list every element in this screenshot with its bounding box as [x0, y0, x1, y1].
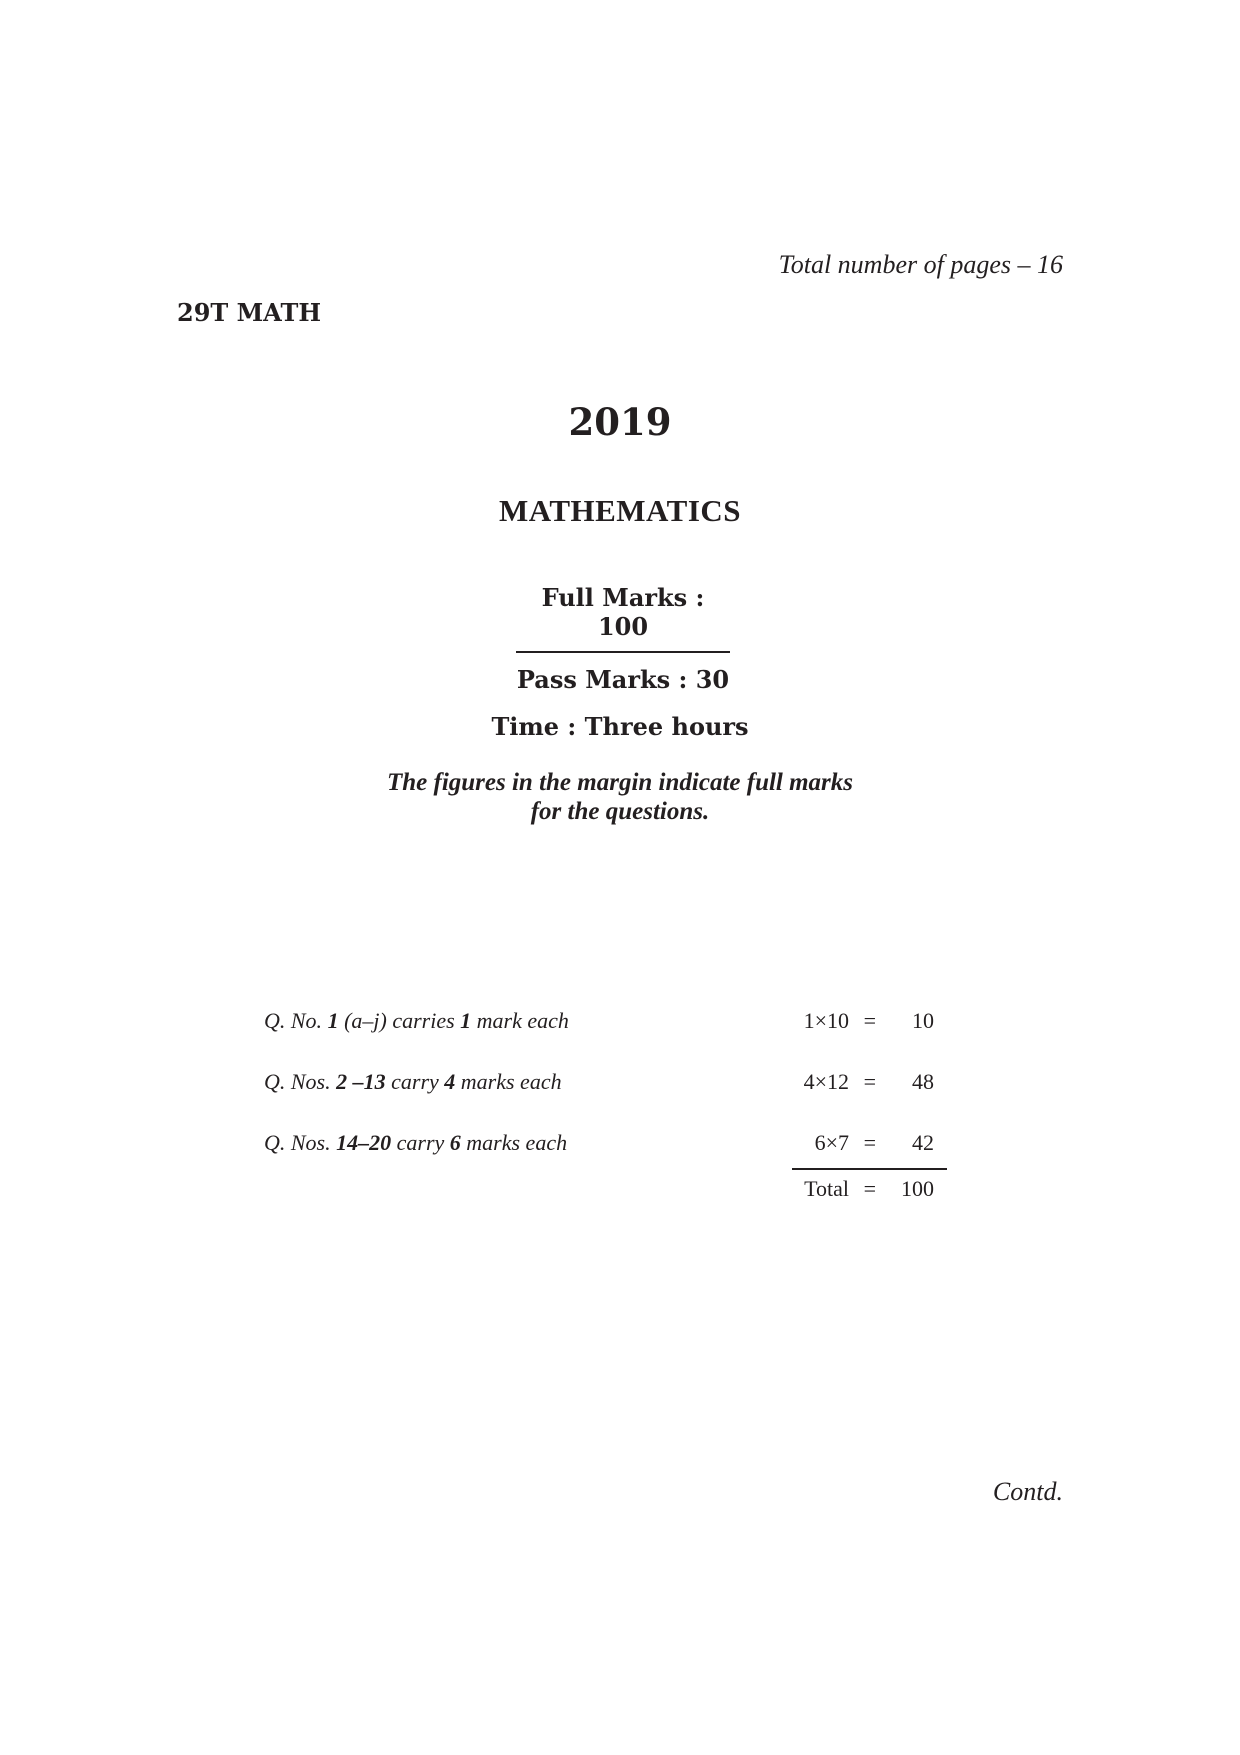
total-row	[264, 1176, 984, 1206]
row-equals: =	[863, 1069, 876, 1094]
total-divider	[792, 1168, 947, 1170]
distribution-row	[264, 1008, 984, 1069]
full-marks: Full Marks : 100	[516, 583, 730, 653]
row-value: 42	[912, 1130, 934, 1155]
marks-block	[516, 583, 730, 694]
total-value: 100	[901, 1176, 934, 1201]
row-calculation: 6×7	[814, 1130, 849, 1155]
pass-marks: Pass Marks : 30	[516, 665, 730, 694]
row-description: Q. Nos. 2 –13 carry 4 marks each	[264, 1069, 562, 1094]
row-calculation: 1×10	[803, 1008, 849, 1033]
instruction-note	[0, 768, 1240, 826]
continued-label: Contd.	[992, 1477, 1063, 1506]
row-calculation: 4×12	[803, 1069, 849, 1094]
row-equals: =	[863, 1008, 876, 1033]
row-value: 48	[912, 1069, 934, 1094]
exam-time: Time : Three hours	[491, 712, 749, 741]
row-equals: =	[863, 1130, 876, 1155]
total-label: Total	[804, 1176, 849, 1201]
marks-distribution	[264, 1008, 984, 1191]
row-description: Q. Nos. 14–20 carry 6 marks each	[264, 1130, 568, 1155]
row-value: 10	[912, 1008, 934, 1033]
total-pages-label: Total number of pages – 16	[778, 250, 1063, 279]
paper-code: 29T MATH	[177, 298, 322, 327]
exam-year: 2019	[568, 400, 672, 444]
total-equals: =	[863, 1176, 876, 1201]
instruction-line-1: The figures in the margin indicate full marks	[386, 769, 854, 796]
distribution-row	[264, 1069, 984, 1130]
subject-title: MATHEMATICS	[498, 493, 742, 528]
instruction-line-2: for the questions.	[530, 798, 710, 825]
row-description: Q. No. 1 (a–j) carries 1 mark each	[264, 1008, 569, 1033]
